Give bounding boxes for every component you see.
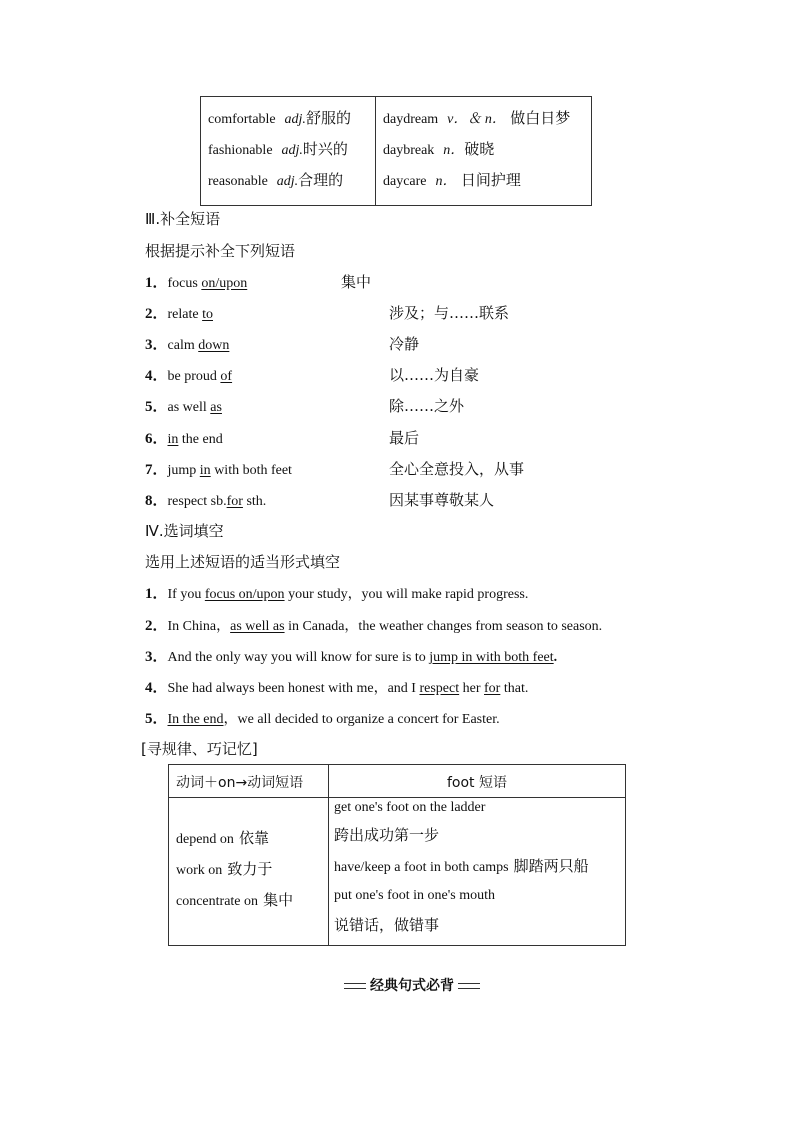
phrase-item bbox=[145, 271, 247, 292]
phrase-answer: on/upon bbox=[201, 276, 248, 291]
vocab-word: comfortable bbox=[208, 112, 276, 127]
vocab-word: daydream bbox=[383, 112, 439, 127]
section-instruction: 根据提示补全下列短语 bbox=[145, 242, 296, 260]
sentence-text: that. bbox=[500, 681, 529, 696]
phrase-answer: as bbox=[210, 400, 222, 415]
item-number: 1． bbox=[145, 275, 168, 291]
section-instruction: 选用上述短语的适当形式填空 bbox=[145, 553, 341, 571]
phrase-en: put one's foot in one's mouth bbox=[334, 888, 495, 903]
phrase-en: work on bbox=[176, 863, 223, 878]
phrase-text: the end bbox=[178, 432, 223, 447]
sentence-text: your study，you will make rapid progress. bbox=[284, 587, 529, 602]
item-number: 4． bbox=[145, 368, 168, 384]
item-number: 8． bbox=[145, 493, 168, 509]
vocab-pos: v．＆ n． bbox=[447, 112, 506, 127]
sentence-text: In China， bbox=[167, 619, 231, 634]
sentence-item bbox=[145, 614, 602, 635]
vocab-entry bbox=[208, 169, 343, 190]
phrase-table bbox=[168, 764, 626, 946]
vocab-entry bbox=[383, 169, 521, 190]
item-number: 7． bbox=[145, 462, 168, 478]
sentence-answer: respect bbox=[419, 681, 460, 696]
item-number: 1． bbox=[145, 586, 168, 602]
sentence-text: in Canada，the weather changes from season to season. bbox=[284, 619, 603, 634]
vocabulary-table bbox=[200, 96, 592, 206]
vocab-meaning: 时兴的 bbox=[302, 140, 348, 158]
vocab-meaning: 日间护理 bbox=[460, 171, 521, 189]
vocab-meaning: 合理的 bbox=[298, 171, 344, 189]
phrase-item bbox=[145, 489, 266, 510]
phrase-en: get one's foot on the ladder bbox=[334, 800, 486, 815]
sentence-answer: jump in with both feet bbox=[429, 650, 554, 665]
sentence-text: And the only way you will know for sure is to bbox=[167, 650, 430, 665]
table-cell bbox=[176, 889, 293, 910]
banner-right-bar bbox=[458, 983, 480, 989]
phrase-item bbox=[145, 302, 213, 323]
table-header: 动词＋on→动词短语 bbox=[176, 775, 304, 791]
vocab-word: fashionable bbox=[208, 143, 273, 158]
sentence-text: She had always been honest with me，and I bbox=[167, 681, 420, 696]
phrase-zh: 集中 bbox=[263, 891, 294, 909]
vocab-entry bbox=[208, 107, 351, 128]
vocab-pos: adj. bbox=[284, 112, 306, 127]
table-divider bbox=[169, 797, 625, 798]
item-number: 5． bbox=[145, 399, 168, 415]
phrase-item bbox=[145, 364, 232, 385]
sentence-text: If you bbox=[167, 587, 205, 602]
sentence-item bbox=[145, 707, 500, 728]
phrase-answer: to bbox=[202, 307, 213, 322]
phrase-meaning: 除……之外 bbox=[389, 397, 465, 415]
vocab-entry bbox=[208, 138, 348, 159]
sentence-item bbox=[145, 645, 557, 666]
table-cell bbox=[176, 827, 269, 848]
item-number: 5． bbox=[145, 711, 168, 727]
sentence-answer: as well as bbox=[230, 619, 285, 634]
vocab-meaning: 舒服的 bbox=[305, 109, 351, 127]
sentence-text: ，we all decided to organize a concert for Easter. bbox=[223, 712, 500, 727]
phrase-meaning: 因某事尊敬某人 bbox=[389, 491, 495, 509]
table-header-text: foot 短语 bbox=[447, 775, 507, 791]
vocab-pos: n． bbox=[443, 143, 465, 158]
phrase-item bbox=[145, 395, 222, 416]
phrase-answer: down bbox=[198, 338, 230, 353]
vocab-entry bbox=[383, 107, 570, 128]
vocab-pos: adj. bbox=[276, 174, 299, 189]
phrase-zh: 脚踏两只船 bbox=[513, 857, 589, 875]
vocab-word: reasonable bbox=[208, 174, 268, 189]
vocab-word: daycare bbox=[383, 174, 427, 189]
sentence-answer: for bbox=[484, 681, 501, 696]
phrase-text: relate bbox=[167, 307, 203, 322]
phrase-text: jump bbox=[167, 463, 200, 478]
phrase-en: concentrate on bbox=[176, 894, 259, 909]
phrase-answer: of bbox=[220, 369, 233, 384]
vocab-meaning: 破晓 bbox=[464, 140, 495, 158]
sentence-text: . bbox=[553, 650, 558, 665]
phrase-meaning: 涉及；与……联系 bbox=[389, 304, 510, 322]
phrase-zh: 说错话，做错事 bbox=[334, 916, 440, 934]
table-header bbox=[329, 772, 625, 792]
rule-heading: [寻规律、巧记忆] bbox=[141, 740, 258, 758]
section-banner bbox=[344, 975, 480, 993]
phrase-text: be proud bbox=[167, 369, 221, 384]
phrase-text: with both feet bbox=[210, 463, 292, 478]
phrase-text: sth. bbox=[242, 494, 267, 509]
table-divider bbox=[328, 765, 329, 945]
section-heading: Ⅲ.补全短语 bbox=[145, 210, 221, 228]
sentence-item bbox=[145, 582, 528, 603]
phrase-meaning: 集中 bbox=[341, 273, 372, 291]
phrase-answer: in bbox=[167, 432, 179, 447]
phrase-answer: for bbox=[226, 494, 243, 509]
phrase-text: focus bbox=[167, 276, 202, 291]
phrase-text: as well bbox=[167, 400, 211, 415]
table-divider bbox=[375, 97, 376, 205]
item-number: 4． bbox=[145, 680, 168, 696]
vocab-entry bbox=[383, 138, 494, 159]
item-number: 3． bbox=[145, 337, 168, 353]
sentence-answer: In the end bbox=[167, 712, 224, 727]
phrase-item bbox=[145, 427, 223, 448]
vocab-meaning: 做白日梦 bbox=[510, 109, 571, 127]
phrase-meaning: 最后 bbox=[389, 429, 420, 447]
item-number: 3． bbox=[145, 649, 168, 665]
vocab-pos: adj. bbox=[281, 143, 303, 158]
phrase-answer: in bbox=[199, 463, 211, 478]
phrase-zh: 致力于 bbox=[227, 860, 273, 878]
phrase-item bbox=[145, 458, 292, 479]
phrase-item bbox=[145, 333, 229, 354]
sentence-item bbox=[145, 676, 528, 697]
sentence-text: her bbox=[459, 681, 485, 696]
table-cell bbox=[176, 858, 272, 879]
vocab-word: daybreak bbox=[383, 143, 435, 158]
phrase-zh: 跨出成功第一步 bbox=[334, 826, 440, 844]
phrase-text: respect sb. bbox=[167, 494, 227, 509]
banner-left-bar bbox=[344, 983, 366, 989]
phrase-en: depend on bbox=[176, 832, 234, 847]
banner-title: 经典句式必背 bbox=[370, 978, 454, 994]
sentence-answer: focus on/upon bbox=[204, 587, 285, 602]
phrase-meaning: 全心全意投入，从事 bbox=[389, 460, 525, 478]
phrase-en: have/keep a foot in both camps bbox=[334, 860, 509, 875]
item-number: 2． bbox=[145, 306, 168, 322]
phrase-text: calm bbox=[167, 338, 199, 353]
phrase-meaning: 以……为自豪 bbox=[389, 366, 480, 384]
phrase-zh: 依靠 bbox=[239, 829, 270, 847]
section-heading: Ⅳ.选词填空 bbox=[145, 522, 224, 540]
phrase-meaning: 冷静 bbox=[389, 335, 420, 353]
item-number: 2． bbox=[145, 618, 168, 634]
item-number: 6． bbox=[145, 431, 168, 447]
vocab-pos: n． bbox=[435, 174, 457, 189]
table-cell bbox=[334, 855, 589, 876]
